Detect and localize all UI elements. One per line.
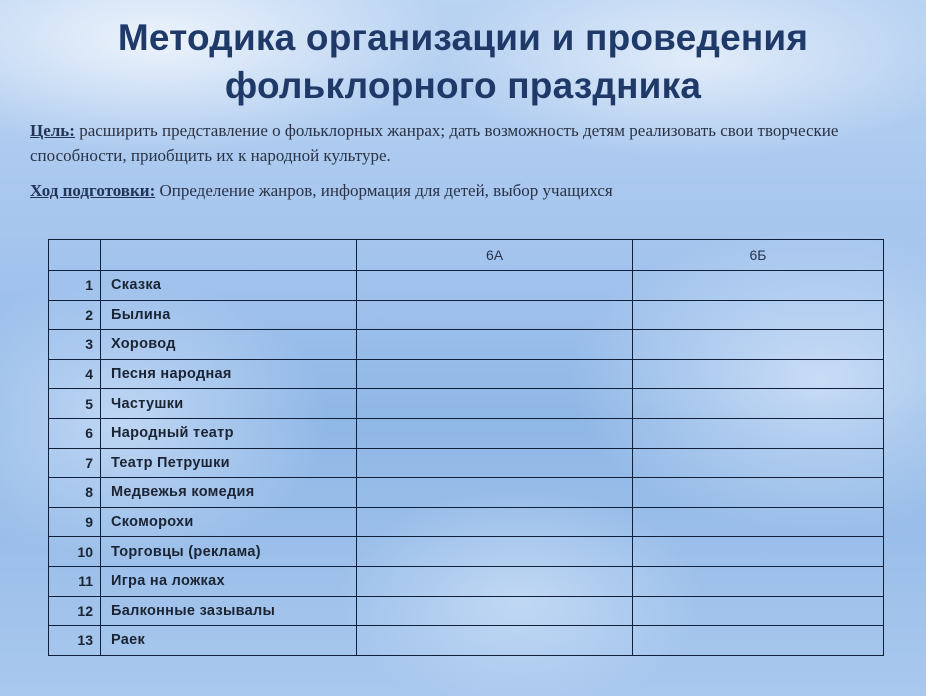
row-genre: Сказка: [101, 271, 357, 301]
cell-6a: [357, 596, 633, 626]
cell-6b: [633, 300, 884, 330]
preparation-paragraph: [30, 178, 910, 203]
cell-6a: [357, 359, 633, 389]
row-number: 12: [49, 596, 101, 626]
goal-text: расширить представление о фольклорных жанрах; дать возможность детям реализовать свои творческие способности, приобщить их к народной культуре.: [30, 121, 839, 165]
table-row: [49, 566, 884, 596]
row-number: 3: [49, 330, 101, 360]
table-row: [49, 626, 884, 656]
goal-label: Цель:: [30, 121, 75, 140]
cell-6b: [633, 626, 884, 656]
cell-6a: [357, 330, 633, 360]
row-genre: Былина: [101, 300, 357, 330]
table-row: [49, 478, 884, 508]
cell-6a: [357, 389, 633, 419]
row-number: 11: [49, 566, 101, 596]
cell-6b: [633, 537, 884, 567]
table-header-row: [49, 240, 884, 271]
genres-table: [48, 239, 884, 656]
cell-6b: [633, 507, 884, 537]
row-genre: Скоморохи: [101, 507, 357, 537]
table-row: [49, 537, 884, 567]
row-genre: Раек: [101, 626, 357, 656]
cell-6a: [357, 300, 633, 330]
title-line-2: фольклорного праздника: [224, 65, 702, 106]
cell-6b: [633, 596, 884, 626]
header-class-6b: 6Б: [633, 240, 884, 271]
header-class-6a: 6А: [357, 240, 633, 271]
header-number: [49, 240, 101, 271]
cell-6a: [357, 448, 633, 478]
row-number: 13: [49, 626, 101, 656]
table-row: [49, 507, 884, 537]
table-row: [49, 448, 884, 478]
table-row: [49, 300, 884, 330]
row-genre: Частушки: [101, 389, 357, 419]
row-number: 4: [49, 359, 101, 389]
row-number: 7: [49, 448, 101, 478]
preparation-text: Определение жанров, информация для детей, выбор учащихся: [155, 181, 613, 200]
cell-6b: [633, 330, 884, 360]
title-line-1: Методика организации и проведения: [117, 17, 809, 58]
cell-6a: [357, 478, 633, 508]
table-row: [49, 596, 884, 626]
cell-6a: [357, 537, 633, 567]
cell-6b: [633, 418, 884, 448]
row-number: 8: [49, 478, 101, 508]
cell-6b: [633, 271, 884, 301]
header-genre: [101, 240, 357, 271]
row-number: 5: [49, 389, 101, 419]
cell-6a: [357, 626, 633, 656]
cell-6a: [357, 507, 633, 537]
table-row: [49, 389, 884, 419]
slide-title: [0, 14, 926, 110]
cell-6b: [633, 566, 884, 596]
row-genre: Медвежья комедия: [101, 478, 357, 508]
row-number: 6: [49, 418, 101, 448]
cell-6a: [357, 271, 633, 301]
row-number: 10: [49, 537, 101, 567]
row-genre: Хоровод: [101, 330, 357, 360]
table-row: [49, 271, 884, 301]
row-genre: Балконные зазывалы: [101, 596, 357, 626]
row-number: 9: [49, 507, 101, 537]
cell-6a: [357, 418, 633, 448]
row-genre: Игра на ложках: [101, 566, 357, 596]
row-genre: Песня народная: [101, 359, 357, 389]
row-genre: Народный театр: [101, 418, 357, 448]
table-row: [49, 330, 884, 360]
cell-6b: [633, 478, 884, 508]
preparation-label: Ход подготовки:: [30, 181, 156, 200]
row-genre: Торговцы (реклама): [101, 537, 357, 567]
cell-6b: [633, 359, 884, 389]
cell-6b: [633, 448, 884, 478]
cell-6a: [357, 566, 633, 596]
row-number: 1: [49, 271, 101, 301]
table-row: [49, 418, 884, 448]
table-row: [49, 359, 884, 389]
row-genre: Театр Петрушки: [101, 448, 357, 478]
row-number: 2: [49, 300, 101, 330]
cell-6b: [633, 389, 884, 419]
goal-paragraph: [30, 118, 910, 168]
